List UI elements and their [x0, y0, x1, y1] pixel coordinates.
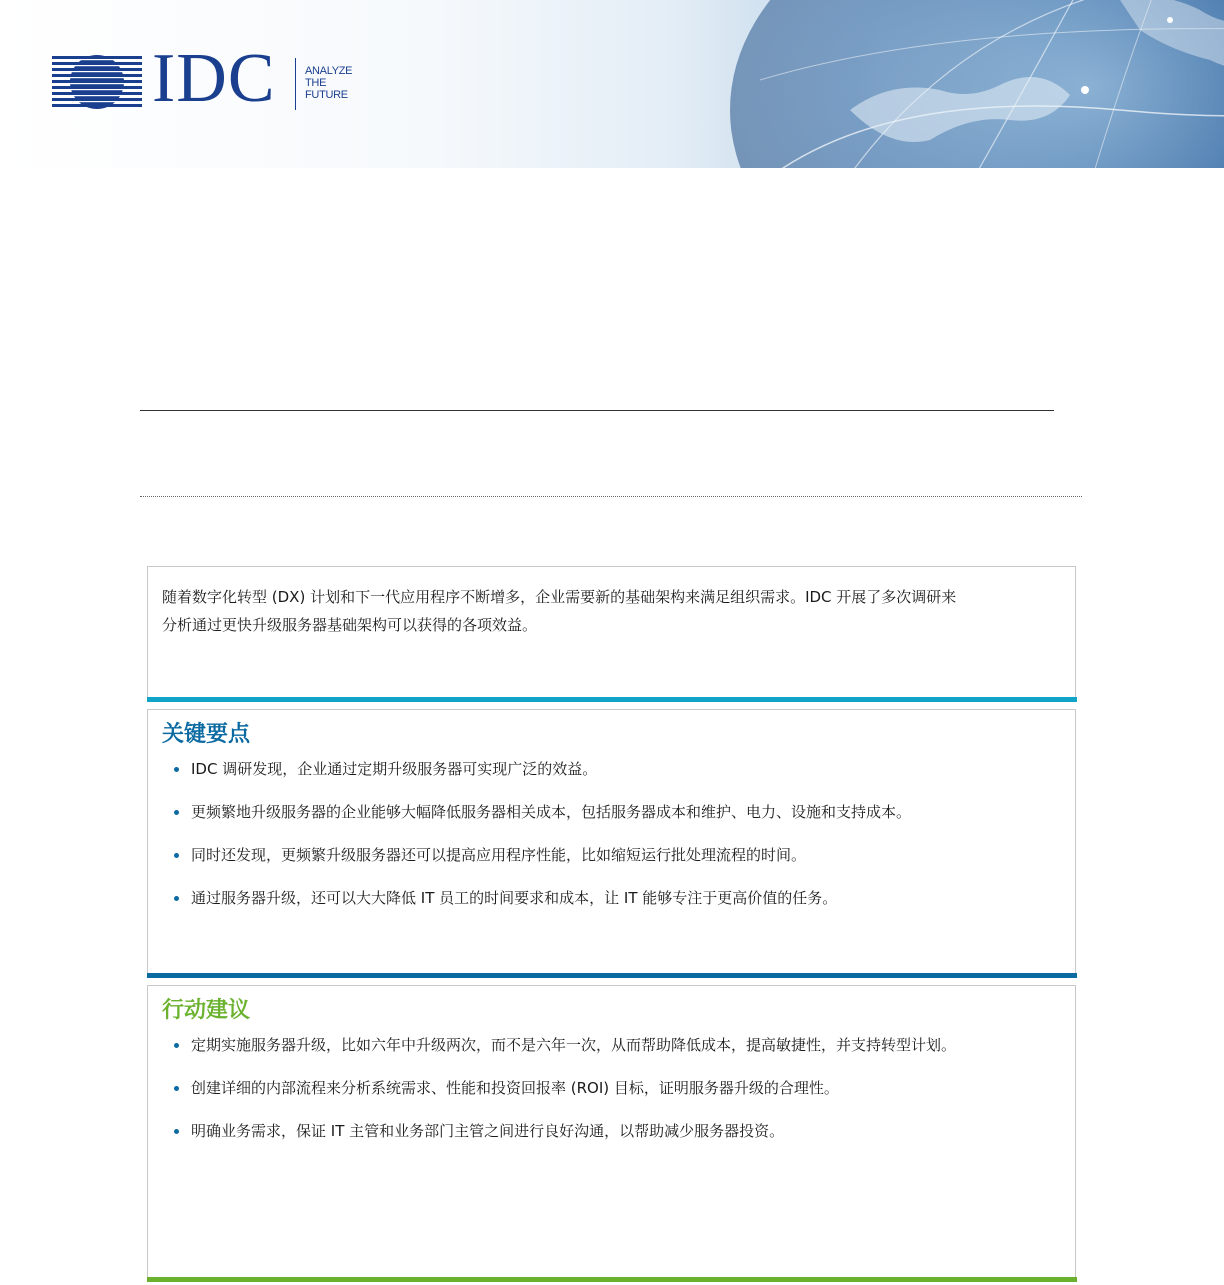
logo-wordmark: IDC: [152, 40, 276, 117]
globe-graphic: [700, 0, 1224, 168]
subtitle-rule: [140, 496, 1082, 497]
bullet-icon: [174, 896, 179, 901]
bullet-icon: [174, 1129, 179, 1134]
key-point-item: [162, 887, 1061, 909]
recommendations-accent-bar: [147, 1277, 1077, 1282]
bullet-icon: [174, 810, 179, 815]
tagline-line: THE: [305, 77, 327, 89]
logo-tagline: [305, 65, 375, 101]
intro-box: [147, 566, 1076, 697]
tagline-line: FUTURE: [305, 89, 348, 101]
bullet-icon: [174, 767, 179, 772]
key-points-box: [147, 709, 1076, 973]
recommendation-text: 明确业务需求，保证 IT 主管和业务部门主管之间进行良好沟通，以帮助减少服务器投资。: [191, 1122, 785, 1140]
recommendation-item: [162, 1034, 1061, 1056]
key-points-list: [162, 758, 1061, 909]
key-point-text: 同时还发现，更频繁升级服务器还可以提高应用程序性能，比如缩短运行批处理流程的时间。: [191, 846, 807, 864]
key-point-item: [162, 801, 1061, 823]
key-point-item: [162, 844, 1061, 866]
logo-divider: [295, 58, 296, 110]
key-point-text: 更频繁地升级服务器的企业能够大幅降低服务器相关成本，包括服务器成本和维护、电力、设施和支持成本。: [191, 803, 912, 821]
intro-line: 分析通过更快升级服务器基础架构可以获得的各项效益。: [162, 616, 538, 634]
title-rule: [140, 410, 1054, 411]
recommendation-text: 创建详细的内部流程来分析系统需求、性能和投资回报率 (ROI) 目标，证明服务器升级的合理性。: [191, 1079, 839, 1097]
bullet-icon: [174, 1043, 179, 1048]
idc-globe-stripes-icon: [52, 55, 142, 109]
key-point-text: IDC 调研发现，企业通过定期升级服务器可实现广泛的效益。: [191, 760, 598, 778]
recommendations-list: [162, 1034, 1061, 1142]
key-points-accent-bar: [147, 973, 1077, 978]
intro-accent-bar: [147, 697, 1077, 702]
key-points-title: 关键要点: [162, 722, 251, 747]
bullet-icon: [174, 853, 179, 858]
report-header-banner: [0, 0, 1224, 168]
intro-line: 随着数字化转型 (DX) 计划和下一代应用程序不断增多，企业需要新的基础架构来满足组织需求。IDC 开展了多次调研来: [162, 588, 957, 606]
recommendation-item: [162, 1077, 1061, 1099]
tagline-line: ANALYZE: [305, 65, 353, 77]
recommendation-text: 定期实施服务器升级，比如六年中升级两次，而不是六年一次，从而帮助降低成本，提高敏捷性，并支持转型计划。: [191, 1036, 957, 1054]
recommendation-item: [162, 1120, 1061, 1142]
key-point-text: 通过服务器升级，还可以大大降低 IT 员工的时间要求和成本，让 IT 能够专注于更高价值的任务。: [191, 889, 838, 907]
key-point-item: [162, 758, 1061, 780]
recommendations-box: [147, 985, 1076, 1277]
bullet-icon: [174, 1086, 179, 1091]
recommendations-title: 行动建议: [162, 998, 251, 1023]
